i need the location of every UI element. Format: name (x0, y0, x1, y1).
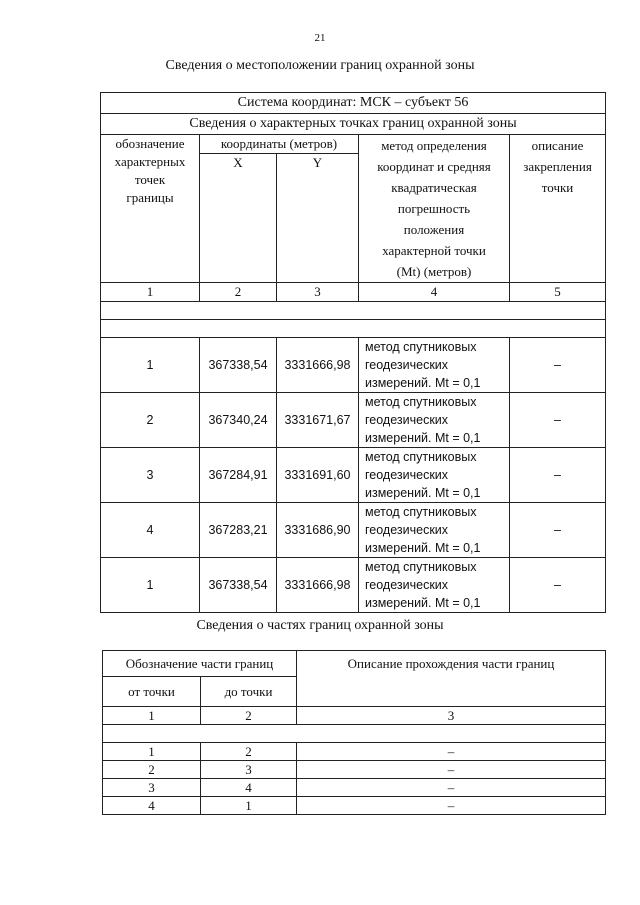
to-point-cell: 4 (201, 779, 297, 797)
column-header-route-description: Описание прохождения части границ (297, 651, 606, 707)
method-cell (359, 503, 510, 558)
table-row (103, 779, 606, 797)
table-row (101, 558, 606, 613)
header-line: границы (126, 190, 174, 205)
column-header-y: Y (277, 154, 359, 283)
table-row (101, 448, 606, 503)
blank-row (101, 302, 606, 320)
method-cell (359, 393, 510, 448)
x-coordinate-cell: 367338,54 (200, 558, 277, 613)
x-coordinate-cell: 367338,54 (200, 338, 277, 393)
method-line: метод спутниковых (365, 340, 477, 354)
method-line: метод спутниковых (365, 560, 477, 574)
table-header-row (103, 651, 606, 677)
boundary-parts-table (102, 650, 606, 815)
y-coordinate-cell: 3331666,98 (277, 558, 359, 613)
blank-row (103, 725, 606, 743)
header-line: положения (403, 222, 465, 237)
method-line: метод спутниковых (365, 450, 477, 464)
column-header-x: X (200, 154, 277, 283)
method-line: измерений. Mt = 0,1 (365, 376, 481, 390)
from-point-cell: 3 (103, 779, 201, 797)
column-number: 2 (200, 283, 277, 302)
method-line: измерений. Mt = 0,1 (365, 431, 481, 445)
section-title-boundary-location: Сведения о местоположении границ охранной зоны (165, 58, 475, 73)
point-id-cell: 3 (101, 448, 200, 503)
y-coordinate-cell: 3331686,90 (277, 503, 359, 558)
table-header-row (101, 114, 606, 135)
column-number: 2 (201, 707, 297, 725)
method-line: геодезических (365, 523, 449, 537)
header-line: обозначение (115, 136, 185, 151)
header-line: характерной точки (382, 243, 486, 258)
column-header-point (101, 135, 200, 283)
header-line: закрепления (523, 159, 592, 174)
from-point-cell: 1 (103, 743, 201, 761)
table-row (101, 393, 606, 448)
column-header-coordinates: координаты (метров) (200, 135, 359, 154)
column-number: 5 (510, 283, 606, 302)
table-row (103, 797, 606, 815)
method-cell (359, 558, 510, 613)
column-header-from: от точки (103, 677, 201, 707)
route-description-cell: – (297, 797, 606, 815)
method-line: измерений. Mt = 0,1 (365, 486, 481, 500)
section-title-boundary-parts: Сведения о частях границ охранной зоны (196, 618, 444, 633)
method-line: метод спутниковых (365, 505, 477, 519)
blank-cell (101, 302, 606, 320)
column-number: 4 (359, 283, 510, 302)
x-coordinate-cell: 367283,21 (200, 503, 277, 558)
coordinate-system-header: Система координат: МСК – субъект 56 (101, 93, 606, 114)
column-header-part: Обозначение части границ (103, 651, 297, 677)
y-coordinate-cell: 3331691,60 (277, 448, 359, 503)
point-id-cell: 4 (101, 503, 200, 558)
header-line: характерных (114, 154, 186, 169)
header-line: точки (541, 180, 574, 195)
column-number: 3 (297, 707, 606, 725)
header-line: погрешность (397, 201, 471, 216)
method-cell (359, 338, 510, 393)
table-row (103, 743, 606, 761)
point-id-cell: 1 (101, 558, 200, 613)
column-numbers-row (101, 283, 606, 302)
x-coordinate-cell: 367340,24 (200, 393, 277, 448)
header-line: координат и средняя (377, 159, 491, 174)
description-cell: – (510, 558, 606, 613)
boundary-points-table (100, 92, 606, 613)
x-coordinate-cell: 367284,91 (200, 448, 277, 503)
to-point-cell: 1 (201, 797, 297, 815)
y-coordinate-cell: 3331671,67 (277, 393, 359, 448)
method-cell (359, 448, 510, 503)
description-cell: – (510, 393, 606, 448)
description-cell: – (510, 338, 606, 393)
route-description-cell: – (297, 743, 606, 761)
y-coordinate-cell: 3331666,98 (277, 338, 359, 393)
column-number: 1 (103, 707, 201, 725)
table-header-row (101, 135, 606, 154)
to-point-cell: 2 (201, 743, 297, 761)
description-cell: – (510, 503, 606, 558)
table-row (103, 761, 606, 779)
method-line: геодезических (365, 468, 449, 482)
blank-row (101, 320, 606, 338)
from-point-cell: 2 (103, 761, 201, 779)
route-description-cell: – (297, 779, 606, 797)
header-line: квадратическая (391, 180, 477, 195)
column-header-description (510, 135, 606, 283)
column-header-method (359, 135, 510, 283)
header-line: метод определения (381, 138, 487, 153)
method-line: измерений. Mt = 0,1 (365, 596, 481, 610)
description-cell: – (510, 448, 606, 503)
to-point-cell: 3 (201, 761, 297, 779)
point-id-cell: 1 (101, 338, 200, 393)
characteristic-points-header: Сведения о характерных точках границ охранной зоны (101, 114, 606, 135)
method-line: метод спутниковых (365, 395, 477, 409)
column-numbers-row (103, 707, 606, 725)
blank-cell (101, 320, 606, 338)
blank-cell (103, 725, 606, 743)
page-number: 21 (314, 32, 326, 44)
column-number: 1 (101, 283, 200, 302)
header-line: (Mt) (метров) (396, 264, 472, 279)
column-number: 3 (277, 283, 359, 302)
table-row (101, 503, 606, 558)
method-line: измерений. Mt = 0,1 (365, 541, 481, 555)
method-line: геодезических (365, 578, 449, 592)
method-line: геодезических (365, 413, 449, 427)
table-header-row (101, 93, 606, 114)
from-point-cell: 4 (103, 797, 201, 815)
method-line: геодезических (365, 358, 449, 372)
header-line: точек (134, 172, 166, 187)
route-description-cell: – (297, 761, 606, 779)
point-id-cell: 2 (101, 393, 200, 448)
column-header-to: до точки (201, 677, 297, 707)
table-row (101, 338, 606, 393)
header-line: описание (531, 138, 584, 153)
